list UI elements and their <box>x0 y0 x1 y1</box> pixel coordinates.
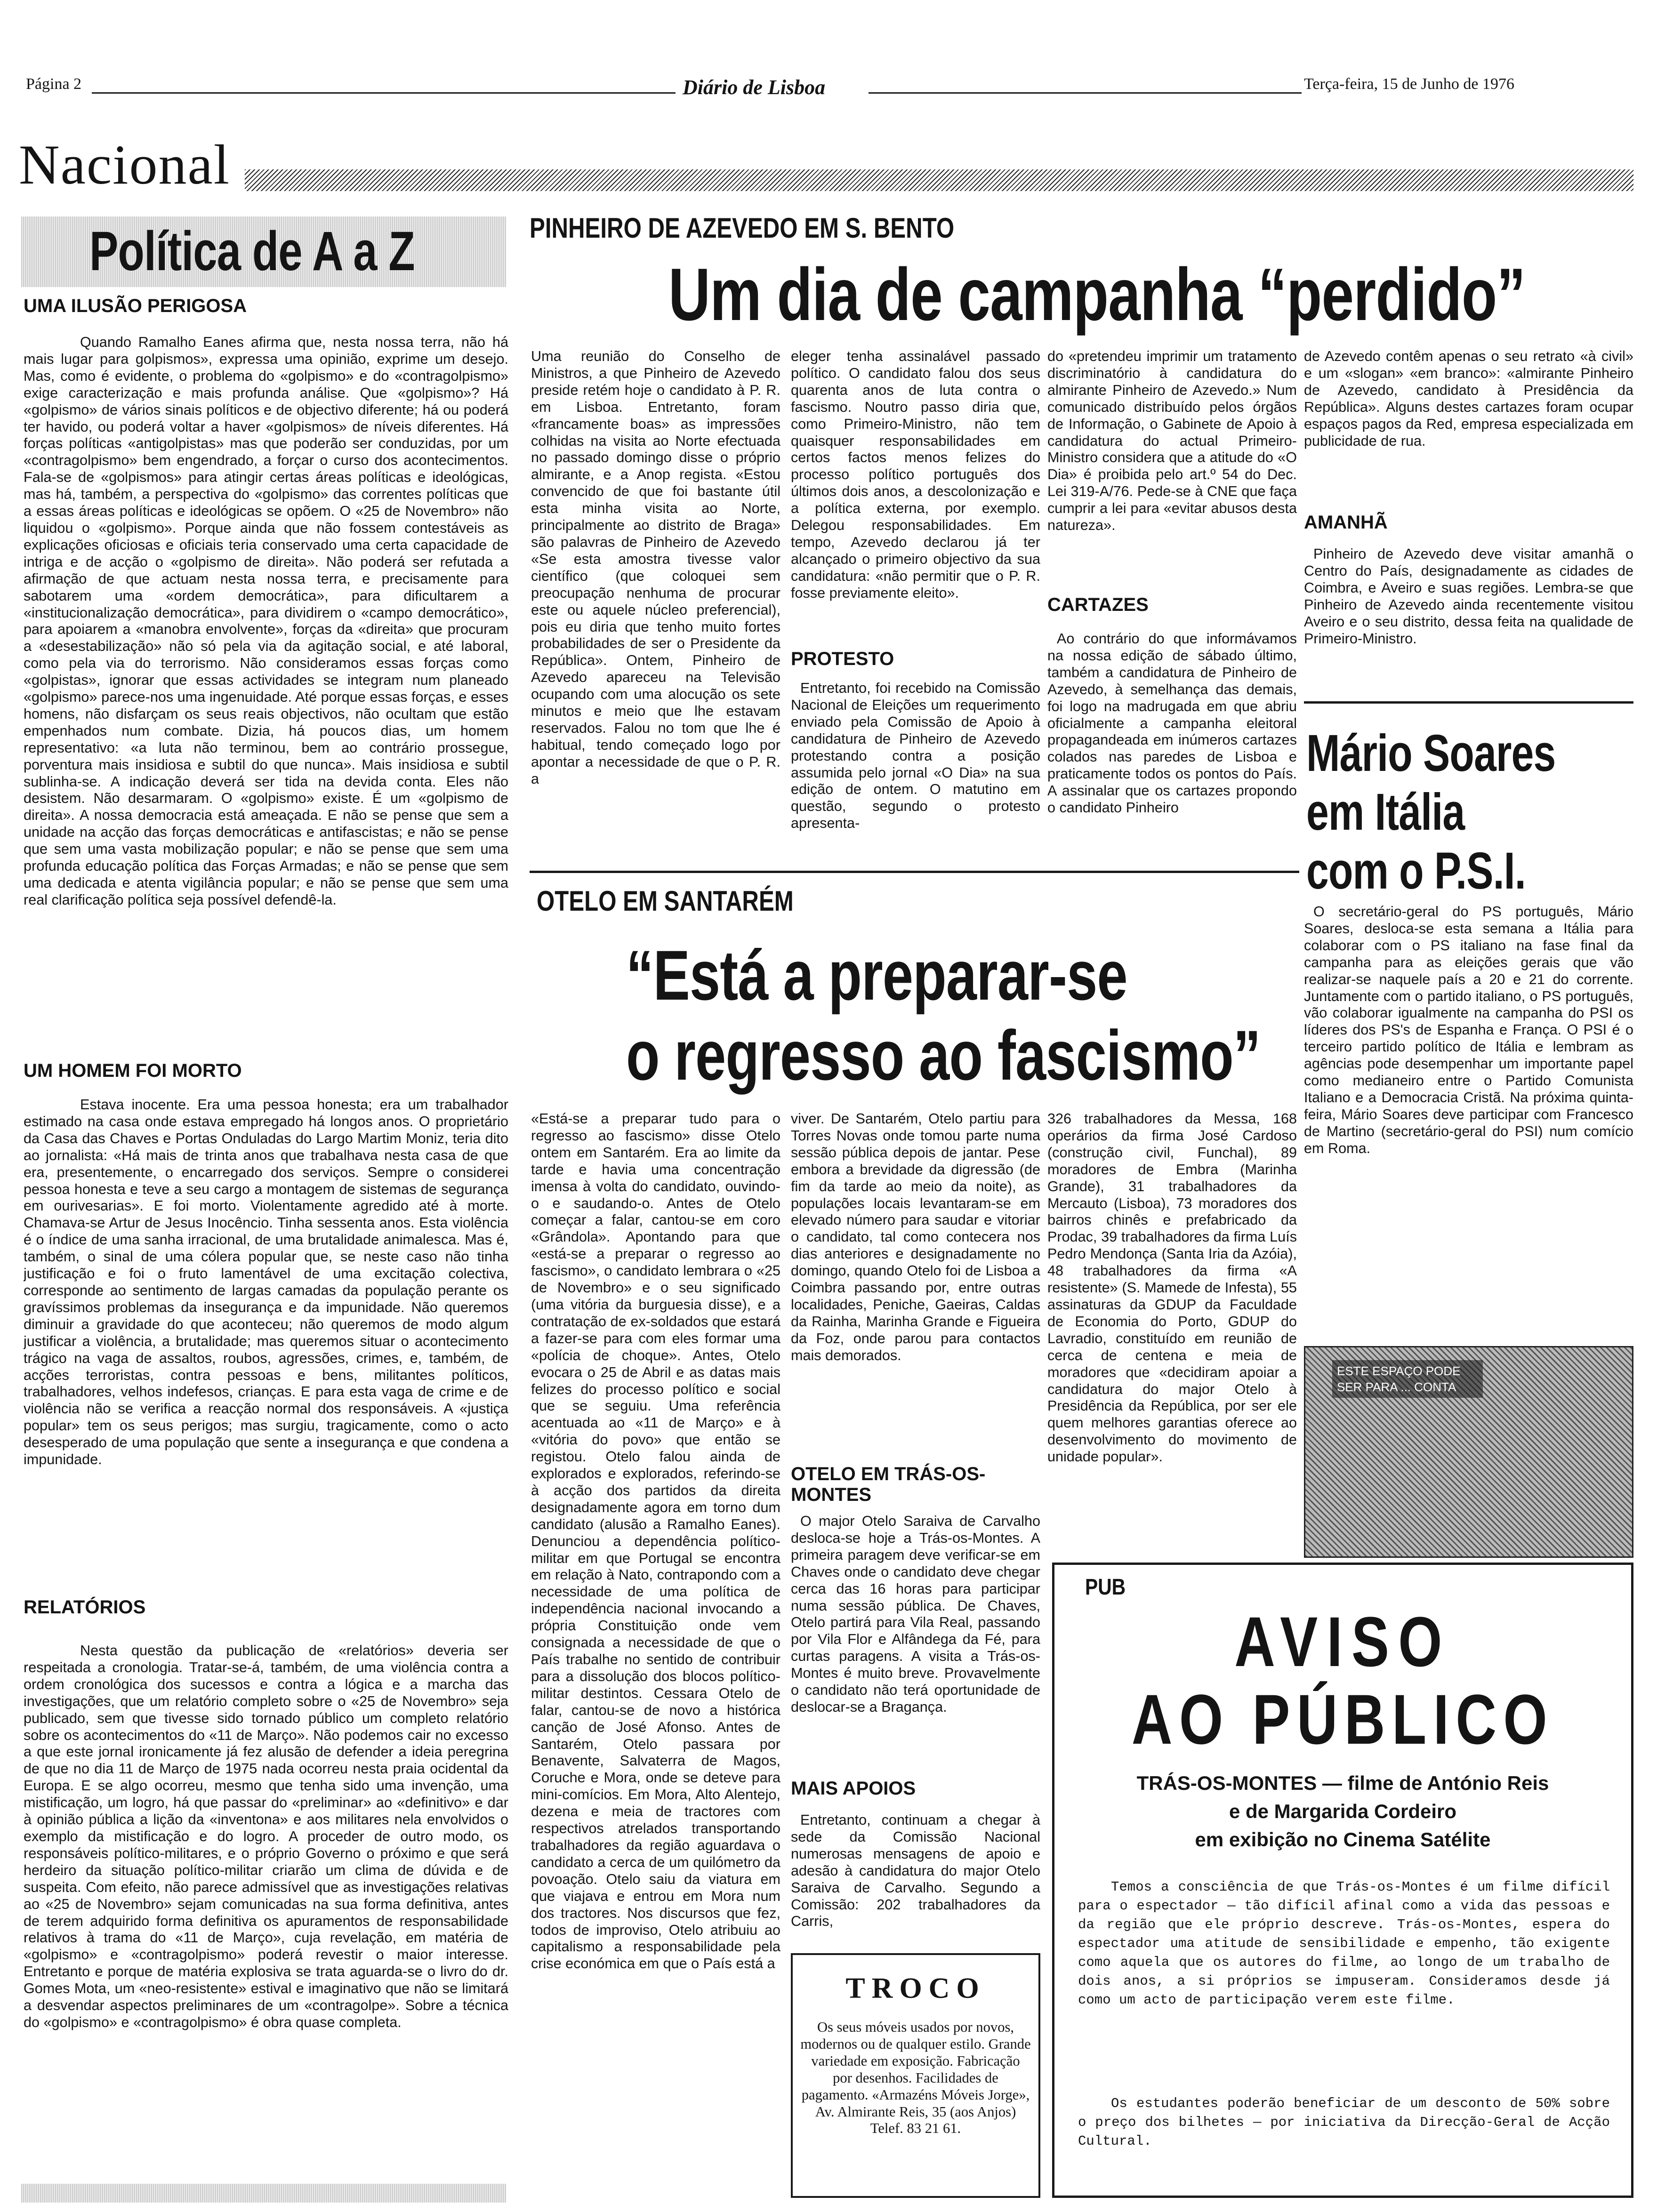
pinheiro-kicker: PINHEIRO DE AZEVEDO EM S. BENTO <box>530 212 955 244</box>
pinheiro-amanha-title: AMANHÃ <box>1304 512 1388 533</box>
otelo-col3: 326 trabalhadores da Messa, 168 operários da firma José Cardoso (construção civil, Funchal), 89 moradores de Embra (Marinha Grande), 31 trabalhadores da Mercauto (Lisboa), 73 moradores dos bairros chinês e prefabricado da Prodac, 39 trabalhadores da firma Luís Pedro Mendonça (Santa Iria da Azóia), 48 trabalhadores da firma «A resistente» (S. Mamede de Infesta), 55 assinaturas da GDUP da Faculdade de Economia do Porto, GDUP do Lavradio, constituído em reunião de cerca de centena e meia de moradores que «decidiram apoiar a candidatura do major Otelo à Presidência da República, por ser ele quem melhores garantias oferece ao desenvolvimento do movimento de unidade popular». <box>1047 1111 1297 1465</box>
masthead: Diário de Lisboa <box>683 76 826 99</box>
otelo-kicker: OTELO EM SANTARÉM <box>537 885 794 917</box>
aviso-students: Os estudantes poderão beneficiar de um desconto de 50% sobre o preço dos bilhetes — por iniciativa da Direcção-Geral de Acção Cultural. <box>1078 2096 1610 2149</box>
aviso-pub: PUB <box>1085 1575 1126 1600</box>
politica-s2-title: UM HOMEM FOI MORTO <box>24 1060 242 1081</box>
aviso-title-2: AO PÚBLICO <box>1131 1680 1554 1759</box>
header-rule-right <box>869 92 1302 94</box>
politica-s1-title: UMA ILUSÃO PERIGOSA <box>24 296 247 316</box>
pinheiro-col2a: eleger tenha assinalável passado político. O candidato falou dos seus quarenta anos de luta contra o fascismo. Noutro passo diria que, como Primeiro-Ministro, não tem quaisquer responsabilidades em certos factos menos felizes do processo político português dos últimos dois anos, a descolonização e a política externa, por exemplo. Delegou responsabilidades. Em tempo, Azevedo declarou já ter alcançado o primeiro objectivo da sua candidatura: «não permitir que o P. R. fosse previamente eleito». <box>791 348 1040 601</box>
pinheiro-col4b: Pinheiro de Azevedo deve visitar amanhã o Centro do País, designadamente as cidades de Coimbra, e Aveiro e suas regiões. Lembra-se que Pinheiro de Azevedo ainda recentemente visitou Aveiro e o seu distrito, dessa feita na qualidade de Primeiro-Ministro. <box>1304 546 1633 647</box>
politica-s1-body: Quando Ramalho Eanes afirma que, nesta nossa terra, não há mais lugar para golpismos», expressa uma opinião, exprime um desejo. Mas, como é evidente, o problema do «golpismo» e do «contragolpismo» exige caracterização e mais profunda análise. Que «golpismo»? Há «golpismo» de vários sinais políticos e de objectivo diferente; há ou poderá ter havido, ou poderá voltar a haver «golpismos» de níveis diferentes. Há forças políticas «antigolpistas» mas que poderão ser conduzidas, por um «contragolpismo» bem engendrado, a forçar o curso dos acontecimentos. Fala-se de «golpismos» para atingir certas áreas políticas e ideológicas, mas há, também, a perspectiva do «golpismo» das correntes políticas que a essas áreas políticas e ideológicas se opõem. O «25 de Novembro» não liquidou o «golpismo». Porque ainda que não fossem contestáveis as explicações oficiosas e oficiais teria conservado uma certa capacidade de intriga e de acção o «golpismo de direita». Não poderá ser refutada a afirmação de que actuam nesta nossa terra, e precisamente para sabotarem uma «ordem democrática», para dificultarem a «institucionalização democrática», para dividirem o «campo democrático», para apoiarem a «manobra envolvente», forças da «direita» que procuram a «desestabilização» não só pela via da agitação social, e até laboral, como pela via do terrorismo. Não consideramos essas forças como «golpistas», ignorar que essas actividades se integram num planeado «golpismo» parece-nos uma ingenuidade. Até porque essas forças, e esses homens, não disfarçam os seus reais objectivos, não ocultam que estão empenhados num combate. Dizia, há poucos dias, um homem representativo: «a luta não terminou, bem ao contrário prossegue, porventura mais insidiosa e subtil do que nunca». Mais insidiosa e subtil sublinha-se. A indicação deverá ser tida na devida conta. Eles não desistem. Não desarmaram. O «golpismo» existe. É um «golpismo de direita». A nossa democracia está ameaçada. E não se pense que sem a unidade na acção das forças democráticas e antifascistas; e não se pense que sem uma vasta mobilização popular; e não se pense que sem uma profunda educação política das Forças Armadas; e não se pense que sem uma dedicada e atenta vigilância popular; e não se pense que sem uma real clarificação política seja possível defendê-la. <box>24 334 508 908</box>
aviso-film-3: em exibição no Cinema Satélite <box>1195 1828 1491 1851</box>
pinheiro-col4a: de Azevedo contêm apenas o seu retrato «à civil» e um «slogan» «em branco»: «almirante Pinheiro de Azevedo, candidato à Presidência da República». Alguns destes cartazes foram ocupar espaços pagos da Red, empresa especializada em publicidade de rua. <box>1304 348 1633 449</box>
photo-sign-text: ESTE ESPAÇO PODE SER PARA ... CONTA <box>1332 1360 1483 1398</box>
page-number: Página 2 <box>26 75 82 93</box>
aviso-title-1: AVISO <box>1234 1602 1451 1681</box>
otelo-headline-1: “Está a preparar-se <box>626 936 1127 1015</box>
aviso-body: Temos a consciência de que Trás-os-Montes é um filme difícil para o espectador — tão difícil afinal como a vida das pessoas e da região que ele próprio descreve. Trás-os-Montes, espera do espectador uma atitude de sensibilidade e empenho, tão exigente como aquela que os autores do filme, ao longo de um trabalho de dois anos, a si próprios se impuseram. Consideramos desde já como um acto de participação verem este filme. <box>1078 1879 1610 2008</box>
header-rule-left <box>92 92 676 94</box>
troco-title: TROCO <box>845 1972 986 2004</box>
otelo-tras-title: OTELO EM TRÁS-OS-MONTES <box>791 1464 986 1505</box>
pinheiro-col3b: Ao contrário do que informávamos na nossa edição de sábado último, também a candidatura de Pinheiro de Azevedo, à semelhança das demais, foi logo na madrugada em que abriu oficialmente a campanha eleitoral propagandeada em inúmeros cartazes colados nas paredes de Lisboa e praticamente todos os pontos do País. A assinalar que os cartazes propondo o candidato Pinheiro <box>1047 631 1297 816</box>
aviso-film-2: e de Margarida Cordeiro <box>1229 1800 1457 1822</box>
otelo-col2b: O major Otelo Saraiva de Carvalho desloca-se hoje a Trás-os-Montes. A primeira paragem deve verificar-se em Chaves onde o candidato deve chegar cerca das 16 horas para participar numa sessão pública. De Chaves, Otelo partirá para Vila Real, passando por Vila Flor e Alfândega da Fé, para curtas paragens. A visita a Trás-os-Montes é muito breve. Provavelmente o candidato não terá oportunidade de deslocar-se a Bragança. <box>791 1513 1040 1715</box>
pinheiro-headline: Um dia de campanha “perdido” <box>668 253 1526 336</box>
politica-s3-body: Nesta questão da publicação de «relatórios» deveria ser respeitada a cronologia. Tratar-se-á, também, de uma violência contra a ordem cronológica dos sucessos e contra a lógica e a marcha das investigações, que um relatório completo sobre o «25 de Novembro» seja publicado, sem que tivesse sido tornado público um completo relatório sobre os acontecimentos do «11 de Março». Não podemos cair no excesso a que este jornal ironicamente já fez alusão de defender a ideia peregrina de que no dia 11 de Março de 1975 nada ocorreu nesta praia ocidental da Europa. E se algo ocorreu, mesmo que tenha sido uma invenção, uma mistificação, um logro, há que passar do «preliminar» ao «definitivo» e dar à opinião pública a lição da «inventona» e aos militares nela envolvidos o exemplo da mistificação e do logro. A proceder de outro modo, os responsáveis político-militares, e o próprio Governo o próximo e que será herdeiro da situação político-militar criarão um clima de dúvida e de suspeita. Com efeito, não parece admissível que as investigações relativas ao «25 de Novembro» sejam comunicadas na sua forma definitiva, antes de terem adquirido forma definitiva os apuramentos de responsabilidade relativos à trama do «11 de Março», cuja revelação, em matéria de «golpismo» e «contragolpismo» poderá revestir o maior interesse. Entretanto e porque de matéria explosiva se trata aguarda-se o livro do dr. Gomes Mota, um «neo-resistente» estival e imaginativo que não se limitará a desvendar aspectos preliminares de um «contragolpe». Sobre a técnica do «golpismo» e «contragolpismo» é obra quase completa. <box>24 1643 508 2030</box>
page-date: Terça-feira, 15 de Junho de 1976 <box>1304 75 1514 93</box>
otelo-col2a: viver. De Santarém, Otelo partiu para Torres Novas onde tomou parte numa sessão pública depois de jantar. Pese embora a brevidade da digressão (de fim da tarde ao meio da noite), as populações locais levantaram-se em elevado número para saudar e vitoriar o candidato, tal como contecera nos dias anteriores e designadamente no domingo, quando Otelo foi de Lisboa a Coimbra passando por, entre outras localidades, Peniche, Gaeiras, Caldas da Rainha, Marinha Grande e Figueira da Foz, onde parou para contactos mais demorados. <box>791 1111 1040 1363</box>
pinheiro-col2b: Entretanto, foi recebido na Comissão Nacional de Eleições um requerimento enviado pela Comissão de Apoio à candidatura de Pinheiro de Azevedo protestando contra a posição assumida pelo jornal «O Dia» na sua edição de ontem. O matutino em questão, segundo o protesto apresenta- <box>791 680 1040 832</box>
otelo-col2c: Entretanto, continuam a chegar à sede da Comissão Nacional numerosas mensagens de apoio e adesão à candidatura do major Otelo Saraiva de Carvalho. Segundo a Comissão: 202 trabalhadores da Carris, <box>791 1812 1040 1930</box>
soares-headline-3: com o P.S.I. <box>1306 842 1526 900</box>
politica-footer-bg <box>21 2184 506 2203</box>
pinheiro-col1: Uma reunião do Conselho de Ministros, a que Pinheiro de Azevedo preside retém hoje o candidato à P. R. em Lisboa. Entretanto, foram «francamente boas» as impressões colhidas na visita ao Norte efectuada no passado domingo disse o próprio almirante, e a Anop regista. «Estou convencido de que foi bastante útil esta minha visita ao Norte, principalmente ao distrito de Braga» são palavras de Pinheiro de Azevedo «Se esta amostra tivesse valor científico (que coloquei sem preocupação nenhuma de procurar este ou aquele núcleo preferencial), pois eu diria que tenho muito fortes probabilidades de ser o Presidente da República». Ontem, Pinheiro de Azevedo apareceu na Televisão ocupando com uma alocução os sete minutos e meio que lhe estavam reservados. Falou no tom que lhe é habitual, tendo começado logo por apontar a necessidade de que o P. R. a <box>531 348 780 787</box>
pinheiro-protesto-title: PROTESTO <box>791 649 894 669</box>
aviso-film-1: TRÁS-OS-MONTES — filme de António Reis <box>1136 1772 1549 1794</box>
soares-body: O secretário-geral do PS português, Mário Soares, desloca-se esta semana a Itália para colaborar com o PS italiano na fase final da campanha para as eleições gerais que vão realizar-se naquele país a 20 e 21 do corrente. Juntamente com o partido italiano, o PS português, vão colaborar igualmente na campanha do PSI os líderes dos PS's de Espanha e França. O PSI é o terceiro partido político de Itália e lembram as agências pode desempenhar um importante papel como medianeiro entre o Partido Comunista Italiano e a Democracia Cristã. Na próxima quinta-feira, Mário Soares deve participar com Francesco de Martino (secretário-geral do PSI) num comício em Roma. <box>1304 904 1633 1156</box>
soares-headline-1: Mário Soares <box>1306 724 1556 782</box>
otelo-headline-2: o regresso ao fascismo” <box>626 1016 1261 1095</box>
pinheiro-cartazes-title: CARTAZES <box>1047 594 1149 615</box>
section-title: Nacional <box>19 133 231 196</box>
politica-s3-title: RELATÓRIOS <box>24 1597 146 1618</box>
otelo-apoios-title: MAIS APOIOS <box>791 1778 916 1799</box>
soares-headline-2: em Itália <box>1306 783 1465 841</box>
pinheiro-col3a: do «pretendeu imprimir um tratamento discriminatório à candidatura do almirante Pinheiro de Azevedo.» Num comunicado distribuído pelos órgãos de Informação, o Gabinete de Apoio à candidatura do actual Primeiro-Ministro considera que a atitude do «O Dia» é proibida pelo art.º 54 do Dec. Lei 319-A/76. Pede-se à CNE que faça cumprir a lei para «evitar abusos desta natureza». <box>1047 348 1297 534</box>
troco-body: Os seus móveis usados por novos, modernos ou de qualquer estilo. Grande variedade em exposição. Fabricação por desenhos. Facilidades de pagamento. «Armazéns Móveis Jorge», Av. Almirante Reis, 35 (aos Anjos) Telef. 83 21 61. <box>800 2019 1031 2137</box>
politica-s2-body: Estava inocente. Era uma pessoa honesta; era um trabalhador estimado na casa onde estava empregado há longos anos. O proprietário da Casa das Chaves e Portas Onduladas do Largo Martim Moniz, teria dito ao jornalista: «Há mais de trinta anos que trabalhava nesta casa de que era, presentemente, o encarregado dos serviços. Sempre o considerei pessoa honesta e teve a seu cargo a montagem de sistemas de segurança em ourivesarias». E foi morto. Violentamente agredido até à morte. Chamava-se Artur de Jesus Inocêncio. Tinha sessenta anos. Esta violência é o índice de uma sanha irracional, de uma brutalidade animalesca. Mas é, também, o sinal de uma cólera popular que, se neste caso não tinha justificação e foi o fruto lamentável de uma excitação colectiva, corresponde ao sentimento de largas camadas da população perante os gravíssimos problemas da insegurança e da impunidade. Não queremos diminuir a gravidade do que aconteceu; não queremos de modo algum justificar a violência, a brutalidade; mas queremos situar o acontecimento trágico na vaga de assaltos, roubos, agressões, crimes, e, também, de acções terroristas, contra pessoas e bens, militantes políticos, trabalhadores, velhos indefesos, crianças. E para esta vaga de crime e de violência não se verifica a reacção normal dos responsáveis. A «justiça popular» tem os seus perigos; mas surgiu, tragicamente, como o acto desesperado de uma população que sente a insegurança e que condena a impunidade. <box>24 1097 508 1468</box>
otelo-col1: «Está-se a preparar tudo para o regresso ao fascismo» disse Otelo ontem em Santarém. Era ao limite da tarde e havia uma concentração imensa à volta do candidato, ouvindo-o e saudando-o. Antes de Otelo começar a falar, cantou-se em coro «Grândola». Apontando para que «está-se a preparar o regresso ao fascismo», o candidato lembrara o «25 de Novembro» e o seu significado (uma vitória da burguesia disse), e a contratação de ex-soldados que estará a fazer-se para com eles formar uma «polícia de choque». Antes, Otelo evocara o 25 de Abril e as datas mais felizes do processo político e social que se seguiu. Uma referência acentuada ao «11 de Março» e à «vitória do povo» que então se registou. Otelo falou ainda de explorados e explorados, referindo-se à acção dos partidos da direita designadamente agora em torno dum candidato (alusão a Ramalho Eanes). Denunciou a dependência político-militar em que Portugal se encontra em relação à Nato, contrapondo com a necessidade de uma política de independência nacional invocando a própria Constituição onde vem consignada a necessidade de que o País trabalhe no sentido de contribuir para a dissolução dos blocos político-militar destintos. Cessara Otelo de falar, cantou-se de novo a histórica canção de José Afonso. Antes de Santarém, Otelo passara por Benavente, Salvaterra de Magos, Coruche e Mora, onde se deteve para mini-comícios. Em Mora, Alto Alentejo, dezena e meia de tractores com respectivos atrelados transportando trabalhadores da região aguardava o candidato a cerca de um quilómetro da povoação. Otelo saiu da viatura em que viajava e entrou em Mora num dos tractores. Nos discursos que fez, todos de improviso, Otelo atribuiu ao capitalismo a responsabilidade pela crise económica em que o País está a <box>531 1111 780 1972</box>
soares-top-rule <box>1304 701 1633 704</box>
section-hatch <box>245 169 1633 191</box>
otelo-top-rule <box>530 871 1299 873</box>
politica-banner: Política de A a Z <box>89 220 415 282</box>
